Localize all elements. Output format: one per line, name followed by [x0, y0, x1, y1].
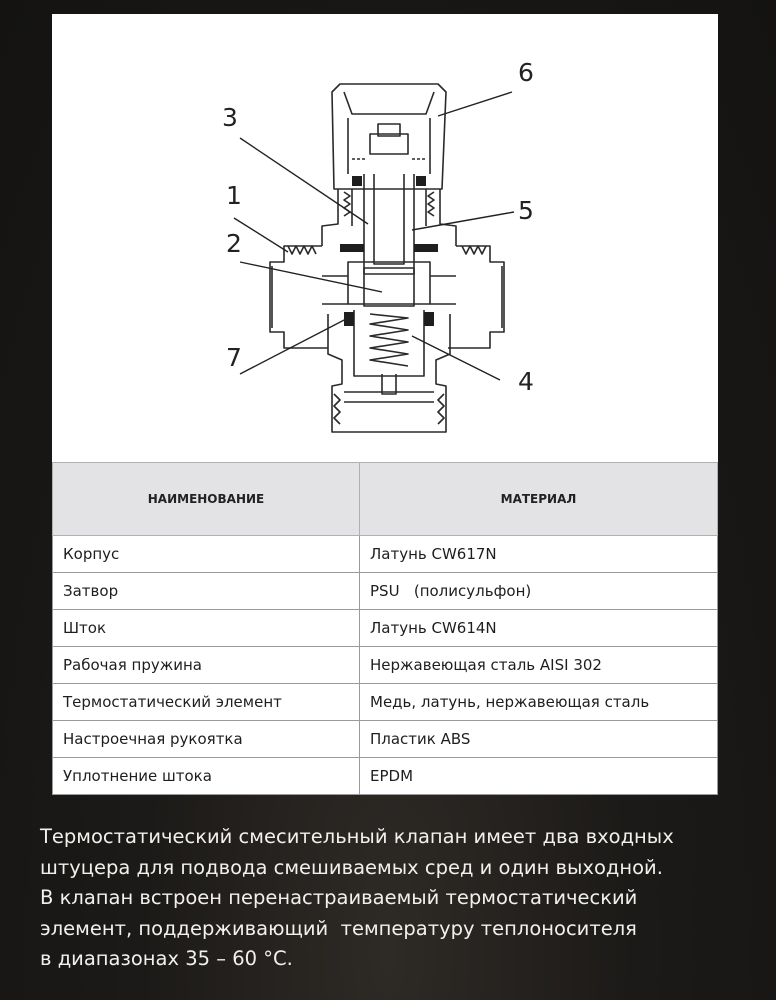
table-row: [53, 758, 718, 795]
part-name: Уплотнение штока: [53, 758, 360, 795]
part-material: EPDM: [360, 758, 718, 795]
part-material: Нержавеющая сталь AISI 302: [360, 647, 718, 684]
description-line: В клапан встроен перенастраиваемый термостатический: [40, 886, 638, 909]
table-header-row: [53, 463, 718, 536]
part-name: Настроечная рукоятка: [53, 721, 360, 758]
callout-3: 3: [222, 103, 238, 132]
callout-7: 7: [226, 343, 242, 372]
materials-table: [52, 462, 718, 795]
header-material: МАТЕРИАЛ: [360, 463, 718, 536]
part-material: Пластик ABS: [360, 721, 718, 758]
table-row: [53, 647, 718, 684]
valve-body-lower: [328, 310, 450, 432]
table-row: [53, 536, 718, 573]
callout-6: 6: [518, 58, 534, 87]
part-name: Затвор: [53, 573, 360, 610]
description-line: в диапазонах 35 – 60 °С.: [40, 947, 293, 970]
part-material: Латунь CW614N: [360, 610, 718, 647]
description-line: штуцера для подвода смешиваемых сред и один выходной.: [40, 855, 663, 879]
part-material: Латунь CW617N: [360, 536, 718, 573]
part-material: PSU (полисульфон): [360, 573, 718, 610]
part-name: Рабочая пружина: [53, 647, 360, 684]
inlet-port-right: [448, 246, 504, 348]
callout-5: 5: [518, 196, 534, 225]
callout-4: 4: [518, 367, 534, 396]
adjustment-handle: [332, 84, 446, 189]
part-name: Корпус: [53, 536, 360, 573]
table-row: [53, 610, 718, 647]
table-row: [53, 684, 718, 721]
description-line: элемент, поддерживающий температуру теплоносителя: [40, 916, 637, 940]
description-paragraph: [40, 822, 755, 975]
table-row: [53, 573, 718, 610]
valve-cross-section-diagram: [52, 14, 718, 462]
part-name: Шток: [53, 610, 360, 647]
part-name: Термостатический элемент: [53, 684, 360, 721]
callout-1: 1: [226, 181, 242, 210]
spec-card: [52, 14, 718, 794]
header-name: НАИМЕНОВАНИЕ: [53, 463, 360, 536]
part-material: Медь, латунь, нержавеющая сталь: [360, 684, 718, 721]
table-row: [53, 721, 718, 758]
description-line: Термостатический смесительный клапан имеет два входных: [40, 825, 674, 848]
callout-2: 2: [226, 229, 242, 258]
